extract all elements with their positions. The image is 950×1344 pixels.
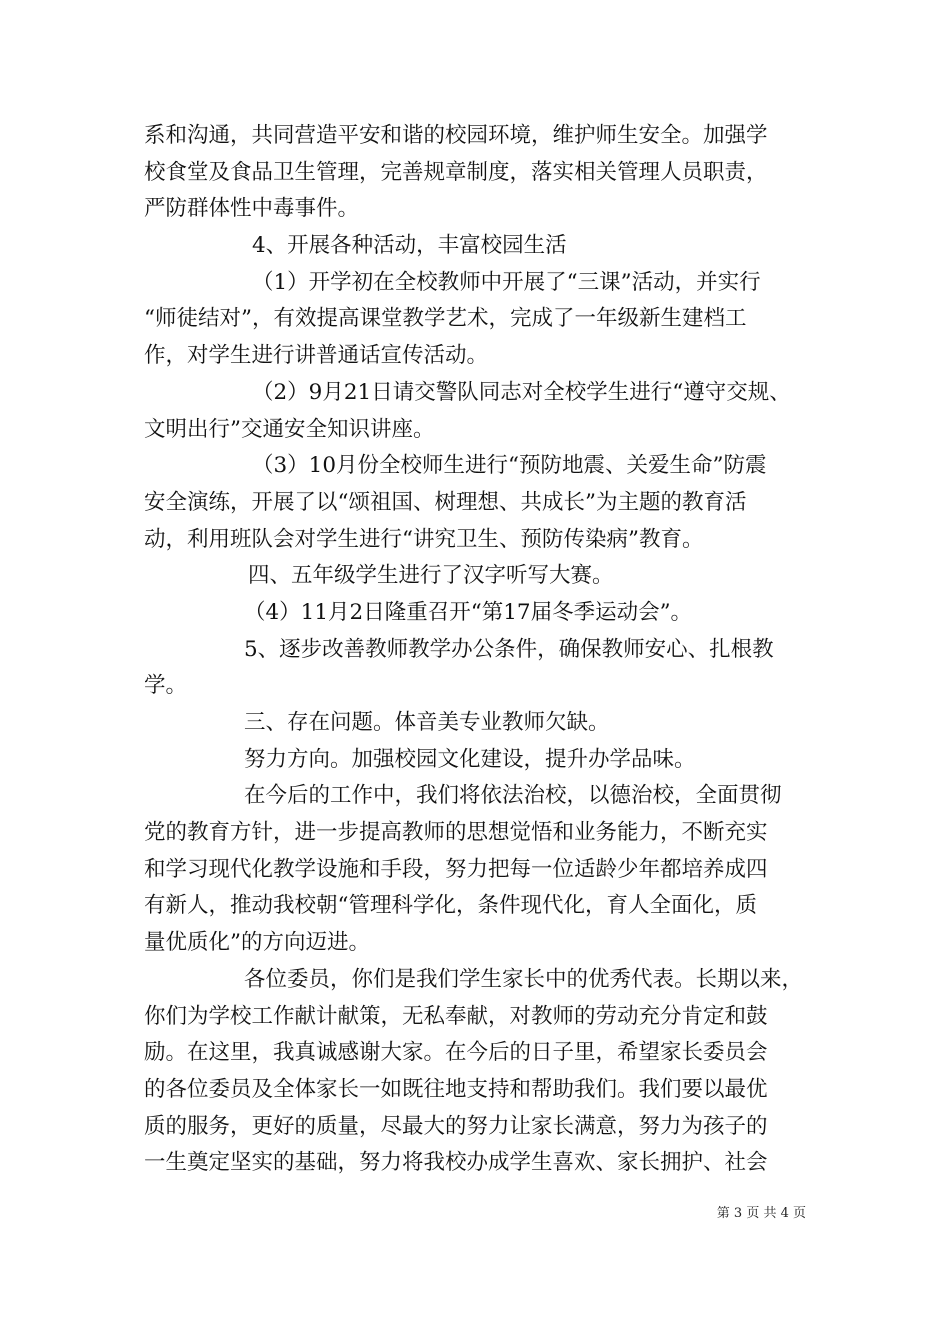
text-line: 各位委员，你们是我们学生家长中的优秀代表。长期以来， (244, 966, 804, 992)
text-line: 你们为学校工作献计献策，无私奉献，对教师的劳动充分肯定和鼓 (144, 1003, 768, 1029)
text-line: （4）11月2日隆重召开“第17届冬季运动会”。 (244, 599, 693, 625)
text-line: 量优质化”的方向迈进。 (144, 930, 370, 956)
text-line: 在今后的工作中，我们将依法治校，以德治校，全面贯彻 (244, 783, 782, 809)
text-line: 的各位委员及全体家长一如既往地支持和帮助我们。我们要以最优 (144, 1076, 768, 1102)
text-line: 作，对学生进行讲普通话宣传活动。 (144, 343, 489, 369)
text-line: （1）开学初在全校教师中开展了“三课”活动，并实行 (252, 269, 761, 295)
text-line: 努力方向。加强校园文化建设，提升办学品味。 (244, 746, 696, 772)
section-heading: 4、开展各种活动，丰富校园生活 (252, 233, 567, 259)
body-text (144, 118, 824, 1182)
page-number: 第 3 页 共 4 页 (716, 1206, 806, 1221)
text-line: 有新人，推动我校朝“管理科学化，条件现代化，育人全面化，质 (144, 893, 757, 919)
text-line: 动，利用班队会对学生进行“讲究卫生、预防传染病”教育。 (144, 526, 704, 552)
text-line: （3）10月份全校师生进行“预防地震、关爱生命”防震 (252, 453, 767, 479)
text-line: 质的服务，更好的质量，尽最大的努力让家长满意，努力为孩子的 (144, 1113, 768, 1139)
section-heading: 三、存在问题。体音美专业教师欠缺。 (244, 710, 610, 735)
text-line: 党的教育方针，进一步提高教师的思想觉悟和业务能力，不断充实 (144, 820, 768, 846)
text-line: 系和沟通，共同营造平安和谐的校园环境，维护师生安全。加强学 (144, 123, 768, 148)
text-line: 学。 (144, 673, 188, 699)
text-line: 四、五年级学生进行了汉字听写大赛。 (248, 563, 614, 589)
text-line: 文明出行”交通安全知识讲座。 (144, 416, 435, 442)
text-line: 和学习现代化教学设施和手段，努力把每一位适龄少年都培养成四 (144, 856, 768, 882)
text-line: “师徒结对”，有效提高课堂教学艺术，完成了一年级新生建档工 (144, 306, 747, 332)
text-line: 安全演练，开展了以“颂祖国、树理想、共成长”为主题的教育活 (144, 489, 747, 515)
text-line: 校食堂及食品卫生管理，完善规章制度，落实相关管理人员职责， (144, 159, 768, 185)
text-line: （2）9月21日请交警队同志对全校学生进行“遵守交规、 (252, 379, 791, 405)
section-heading: 5、逐步改善教师教学办公条件，确保教师安心、扎根教 (244, 636, 774, 662)
text-line: 严防群体性中毒事件。 (144, 196, 360, 222)
text-line: 励。在这里，我真诚感谢大家。在今后的日子里，希望家长委员会 (144, 1040, 768, 1066)
text-line: 一生奠定坚实的基础，努力将我校办成学生喜欢、家长拥护、社会 (144, 1150, 768, 1176)
